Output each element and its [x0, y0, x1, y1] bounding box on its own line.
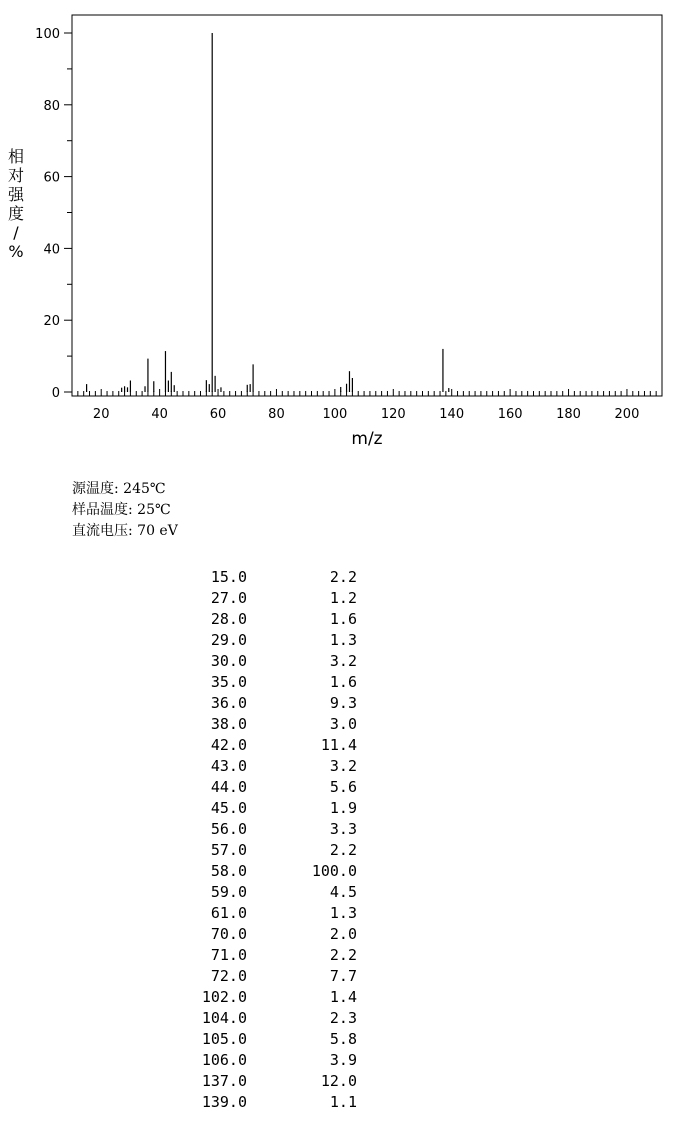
- measurement-conditions: [72, 479, 178, 542]
- peak-intensity: 2.3: [329, 1009, 357, 1027]
- peak-row: [150, 945, 370, 966]
- peak-mz: 42.0: [210, 736, 247, 754]
- x-tick-label: 60: [209, 407, 227, 422]
- peak-intensity: 1.2: [329, 589, 357, 607]
- peak-mz: 70.0: [210, 925, 247, 943]
- source-temperature-label: 源温度:: [72, 481, 119, 497]
- peak-intensity: 7.7: [329, 967, 357, 985]
- x-tick-label: 140: [439, 407, 465, 422]
- peak-mz: 15.0: [210, 568, 247, 586]
- peak-intensity: 3.2: [329, 757, 357, 775]
- peak-mz: 56.0: [210, 820, 247, 838]
- y-tick-label: 20: [43, 314, 60, 330]
- peak-row: [150, 1050, 370, 1071]
- peak-mz: 35.0: [210, 673, 247, 691]
- peak-intensity: 2.2: [329, 841, 357, 859]
- dc-voltage-label: 直流电压:: [72, 523, 133, 539]
- peak-mz: 45.0: [210, 799, 247, 817]
- peak-row: [150, 924, 370, 945]
- x-tick-label: 180: [556, 407, 581, 422]
- peak-row: [150, 798, 370, 819]
- y-axis-label-char: %: [8, 242, 24, 261]
- x-tick-label: 100: [322, 407, 348, 422]
- y-axis-ticks: [35, 27, 72, 401]
- peak-intensity: 4.5: [329, 883, 357, 901]
- x-tick-label: 200: [614, 407, 640, 422]
- x-axis-label: m/z: [351, 429, 383, 449]
- peak-mz: 59.0: [210, 883, 247, 901]
- y-tick-label: 60: [43, 170, 60, 186]
- y-tick-label: 40: [43, 242, 60, 258]
- source-temperature-value: 245℃: [123, 481, 166, 497]
- peak-mz: 105.0: [201, 1030, 247, 1048]
- peak-intensity: 1.3: [329, 904, 357, 922]
- peak-intensity: 1.4: [329, 988, 357, 1006]
- y-axis-label-char: 强: [7, 185, 25, 204]
- peak-mz: 61.0: [210, 904, 247, 922]
- peak-intensity: 5.6: [329, 778, 357, 796]
- peak-list-table: [150, 567, 370, 1113]
- peak-mz: 29.0: [210, 631, 247, 649]
- mass-spectrum-chart: [0, 0, 680, 460]
- peak-intensity: 3.3: [329, 820, 357, 838]
- dc-voltage-row: [72, 521, 178, 542]
- peak-row: [150, 756, 370, 777]
- peak-intensity: 1.9: [329, 799, 357, 817]
- peak-intensity: 2.2: [329, 568, 357, 586]
- peak-mz: 57.0: [210, 841, 247, 859]
- peak-mz: 104.0: [201, 1009, 247, 1027]
- peak-intensity: 9.3: [329, 694, 357, 712]
- peak-row: [150, 903, 370, 924]
- peak-mz: 43.0: [210, 757, 247, 775]
- peak-row: [150, 966, 370, 987]
- peak-intensity: 3.0: [329, 715, 357, 733]
- peak-mz: 36.0: [210, 694, 247, 712]
- peak-intensity: 12.0: [320, 1072, 357, 1090]
- peak-intensity: 1.6: [329, 610, 357, 628]
- peak-mz: 58.0: [210, 862, 247, 880]
- peak-row: [150, 567, 370, 588]
- x-axis-ticks: [78, 389, 656, 422]
- y-tick-label: 0: [51, 386, 60, 401]
- peak-intensity: 100.0: [311, 862, 357, 880]
- x-tick-label: 20: [92, 407, 110, 422]
- y-axis-label-char: 相: [7, 147, 25, 166]
- peak-row: [150, 735, 370, 756]
- peak-row: [150, 840, 370, 861]
- x-tick-label: 40: [151, 407, 168, 422]
- peak-row: [150, 630, 370, 651]
- peak-row: [150, 861, 370, 882]
- y-tick-label: 100: [35, 27, 60, 42]
- peak-row: [150, 588, 370, 609]
- y-axis-label: [8, 147, 25, 261]
- dc-voltage-value: 70 eV: [137, 523, 178, 539]
- sample-temperature-label: 样品温度:: [72, 502, 133, 518]
- peak-mz: 137.0: [201, 1072, 247, 1090]
- peak-row: [150, 777, 370, 798]
- peak-mz: 139.0: [201, 1093, 247, 1111]
- peak-intensity: 3.9: [329, 1051, 357, 1069]
- peak-mz: 38.0: [210, 715, 247, 733]
- peak-mz: 27.0: [210, 589, 247, 607]
- peak-mz: 30.0: [210, 652, 247, 670]
- peak-intensity: 2.2: [329, 946, 357, 964]
- peak-row: [150, 819, 370, 840]
- peak-row: [150, 1029, 370, 1050]
- source-temperature-row: [72, 479, 178, 500]
- peak-mz: 106.0: [201, 1051, 247, 1069]
- x-tick-label: 80: [268, 407, 285, 422]
- peak-row: [150, 651, 370, 672]
- y-axis-label-char: 对: [7, 166, 25, 185]
- peak-intensity: 2.0: [329, 925, 357, 943]
- peak-mz: 102.0: [201, 988, 247, 1006]
- peak-intensity: 3.2: [329, 652, 357, 670]
- peak-mz: 72.0: [210, 967, 247, 985]
- peak-row: [150, 714, 370, 735]
- peak-mz: 71.0: [210, 946, 247, 964]
- spectrum-bars: [87, 33, 449, 392]
- x-tick-label: 120: [380, 407, 406, 422]
- y-tick-label: 80: [43, 98, 60, 114]
- peak-intensity: 5.8: [329, 1030, 357, 1048]
- peak-intensity: 1.3: [329, 631, 357, 649]
- y-axis-label-char: 度: [7, 204, 25, 223]
- peak-intensity: 1.1: [329, 1093, 357, 1111]
- peak-row: [150, 672, 370, 693]
- plot-frame: [72, 15, 662, 396]
- sample-temperature-row: [72, 500, 178, 521]
- peak-intensity: 11.4: [320, 736, 357, 754]
- sample-temperature-value: 25℃: [137, 502, 171, 518]
- y-axis-label-char: /: [13, 223, 19, 242]
- peak-row: [150, 693, 370, 714]
- peak-row: [150, 1092, 370, 1113]
- peak-row: [150, 882, 370, 903]
- peak-intensity: 1.6: [329, 673, 357, 691]
- peak-mz: 44.0: [210, 778, 247, 796]
- peak-row: [150, 987, 370, 1008]
- x-tick-label: 160: [497, 407, 523, 422]
- peak-row: [150, 1071, 370, 1092]
- peak-row: [150, 609, 370, 630]
- peak-mz: 28.0: [210, 610, 247, 628]
- peak-row: [150, 1008, 370, 1029]
